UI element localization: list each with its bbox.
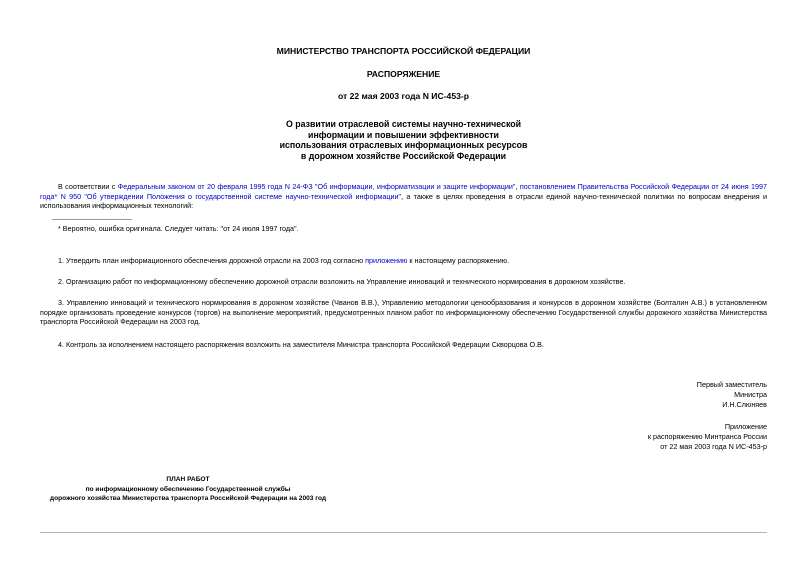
- item-3: [40, 298, 767, 327]
- preamble-text-2: ,: [515, 182, 520, 191]
- preamble-text-1: В соответствии с: [58, 182, 118, 191]
- title-line-2: информации и повышении эффективности: [308, 129, 499, 140]
- item-4-text: 4. Контроль за исполнением настоящего распоряжения возложить на заместителя Министра транспорта Российской Федерации Скворцова О.В.: [58, 340, 544, 349]
- title-line-3: использования отраслевых информационных ресурсов: [279, 140, 528, 151]
- ministry-heading: МИНИСТЕРСТВО ТРАНСПОРТА РОССИЙСКОЙ ФЕДЕРАЦИИ: [276, 46, 531, 56]
- signature-block: [560, 380, 767, 410]
- appendix-order-date: от 22 мая 2003 года N ИС-453-р: [660, 442, 767, 451]
- item-1: [40, 256, 767, 266]
- plan-subtitle-1: по информационному обеспечению Государственной службы: [85, 485, 291, 493]
- title-line-1: О развитии отраслевой системы научно-технической: [285, 119, 522, 129]
- footnote-separator: [52, 219, 132, 220]
- government-decree-link[interactable]: постановлением Правительства Российской Федерации от 24 июня 1997 года* N 950 "Об утверждении Положения о государственной системе научно-технической информации": [40, 182, 768, 201]
- preamble-text-3: , а также в целях проведения в отрасли единой научно-технической политики по вопросам внедрения и использования информационных технологий:: [40, 191, 767, 211]
- item-1-text-before: 1. Утвердить план информационного обеспечения дорожной отрасли на 2003 год согласно: [58, 256, 366, 265]
- federal-law-link[interactable]: Федеральным законом от 20 февраля 1995 года N 24-ФЗ "Об информации, информатизации и защите информации": [117, 182, 516, 191]
- signature-position-2: Министра: [734, 390, 767, 399]
- footnote-text: * Вероятно, ошибка оригинала. Следует читать: "от 24 июля 1997 года".: [58, 224, 299, 233]
- document-title: [0, 119, 807, 161]
- item-2-text: 2. Организацию работ по информационному обеспечению дорожной отрасли возложить на Управление инноваций и технического нормирования в дорожном хозяйстве.: [58, 277, 626, 286]
- item-4: [40, 340, 767, 350]
- item-3-text: 3. Управлению инноваций и технического нормирования в дорожном хозяйстве (Чванов В.В.), Управлению методологии ценообразования и конкурсов в дорожном хозяйстве (Болталин А.В.) в установленном порядке организовать проведение конкурсов (торгов) на выполнение мероприятий, предусмотренных планом работ по информационному обеспечению Государственной службы дорожного хозяйства Министерства транспорта Российской Федерации на 2003 год.: [40, 298, 767, 327]
- item-1-text-after: к настоящему распоряжению.: [407, 256, 510, 265]
- item-2: [40, 277, 767, 287]
- plan-title: ПЛАН РАБОТ: [166, 476, 210, 483]
- appendix-label: Приложение: [724, 422, 767, 431]
- bottom-divider: [40, 532, 767, 533]
- appendix-reference: [560, 422, 767, 452]
- plan-heading: [28, 475, 348, 504]
- preamble-paragraph: [40, 182, 767, 211]
- signature-position: Первый заместитель: [696, 380, 767, 389]
- document-date-number: от 22 мая 2003 года N ИС-453-р: [337, 91, 470, 101]
- title-line-4: в дорожном хозяйстве Российской Федерации: [300, 150, 507, 161]
- appendix-link[interactable]: приложению: [365, 256, 408, 265]
- appendix-order-ref: к распоряжению Минтранса России: [647, 432, 767, 441]
- plan-subtitle-2: дорожного хозяйства Министерства транспорта Российской Федерации на 2003 год: [49, 495, 327, 503]
- document-type-heading: РАСПОРЯЖЕНИЕ: [366, 69, 441, 79]
- footnote: [40, 224, 767, 234]
- signature-name: И.Н.Слюняев: [722, 400, 767, 409]
